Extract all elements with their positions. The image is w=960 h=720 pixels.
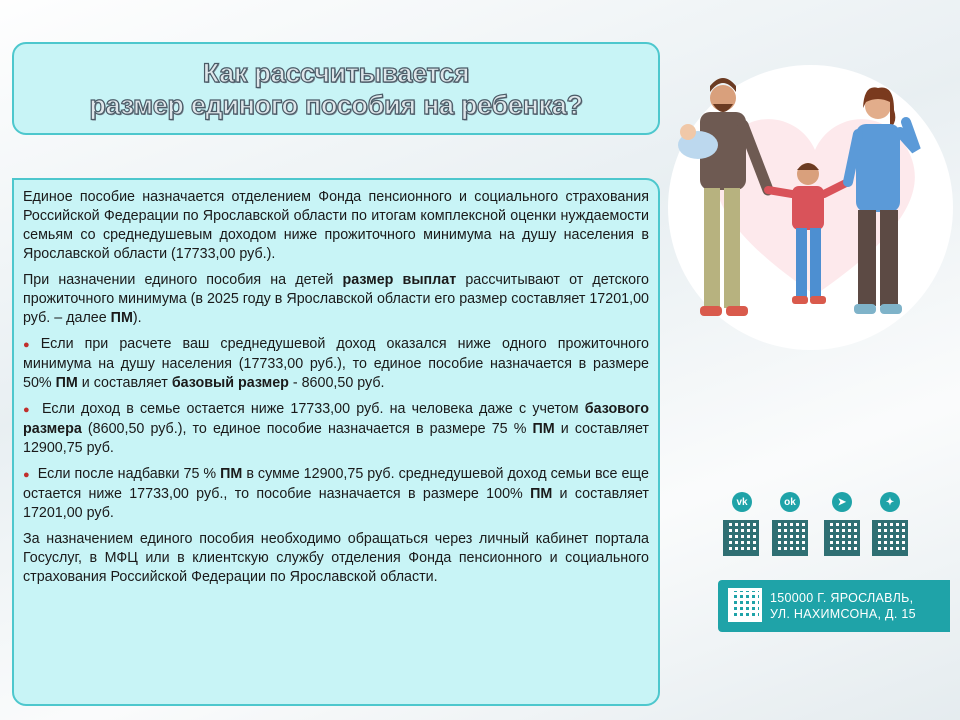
qr-code-vk[interactable] <box>723 520 759 556</box>
mother-figure <box>848 87 916 314</box>
max-icon[interactable]: ✦ <box>880 492 900 512</box>
text: - 8600,50 руб. <box>288 375 385 391</box>
text: ). <box>132 310 142 326</box>
bold-text: базовый размер <box>171 375 289 391</box>
text: и составляет <box>77 375 172 391</box>
text: Если при расчете ваш среднедушевой доход оказался ниже одного прожиточного минимума на душу населения (17733,00 руб.), то единое пособие назначается в размере 50% <box>23 336 649 391</box>
qr-code-ok[interactable] <box>772 520 808 556</box>
qr-code-max[interactable] <box>872 520 908 556</box>
bullet-item-2 <box>23 400 649 458</box>
bold-text: ПМ <box>110 310 133 326</box>
text: При назначении единого пособия на детей <box>23 272 343 288</box>
bullet-item-1 <box>23 335 649 393</box>
bold-text: размер выплат <box>342 272 457 288</box>
social-icons-row <box>722 492 912 514</box>
odnoklassniki-icon[interactable]: ok <box>780 492 800 512</box>
bullet-item-3 <box>23 465 649 523</box>
father-figure <box>678 78 768 316</box>
bullet-icon: ● <box>23 339 37 351</box>
address-line-1: 150000 Г. ЯРОСЛАВЛЬ, <box>770 591 914 605</box>
text: Если доход в семье остается ниже 17733,00 руб. на человека даже с учетом <box>35 401 585 417</box>
title-panel <box>12 42 660 135</box>
child-figure <box>768 163 848 304</box>
qr-code-address[interactable] <box>728 588 762 622</box>
text: Если после надбавки 75 % <box>33 466 221 482</box>
vk-icon[interactable]: vk <box>732 492 752 512</box>
bullet-icon: ● <box>23 469 30 481</box>
address-text <box>770 590 916 622</box>
bold-text: ПМ <box>532 421 555 437</box>
title-line-2: размер единого пособия на ребенка? <box>89 89 583 120</box>
content-panel <box>12 178 660 706</box>
paragraph-payment-size <box>23 271 649 328</box>
telegram-icon[interactable]: ➤ <box>832 492 852 512</box>
family-illustration <box>668 70 953 330</box>
bullet-icon: ● <box>23 404 32 416</box>
text: рассчитывают от детского прожиточного минимума (в 2025 году в Ярославской области его размер составляет 17201,00 руб. – далее <box>23 272 649 326</box>
qr-code-telegram[interactable] <box>824 520 860 556</box>
address-panel <box>718 580 950 632</box>
paragraph-intro: Единое пособие назначается отделением Фонда пенсионного и социального страхования Российской Федерации по Ярославской области по итогам комплексной оценки нуждаемости семьям со среднедушевым доходом ниже прожиточного минимума на душу населения в Ярославской области (17733,00 руб.). <box>23 189 649 262</box>
bold-text: ПМ <box>220 466 243 482</box>
title-line-1: Как рассчитывается <box>202 57 470 88</box>
address-line-2: УЛ. НАХИМСОНА, Д. 15 <box>770 607 916 621</box>
paragraph-how-to-apply: За назначением единого пособия необходимо обращаться через личный кабинет портала Госуслуг, в МФЦ или в клиентскую службу отделения Фонда пенсионного и социального страхования Российской Федерации по Ярославской области. <box>23 531 649 585</box>
text: (8600,50 руб.), то единое пособие назначается в размере 75 % <box>81 421 533 437</box>
bold-text: базового размера <box>23 401 650 437</box>
bold-text: ПМ <box>530 486 553 502</box>
bold-text: ПМ <box>55 375 78 391</box>
text: и составляет 17201,00 руб. <box>23 486 649 521</box>
text: и составляет 12900,75 руб. <box>23 421 649 456</box>
text: в сумме 12900,75 руб. среднедушевой доход семьи все еще остается ниже 17733,00 руб., то пособие назначается в размере 100% <box>23 466 649 502</box>
